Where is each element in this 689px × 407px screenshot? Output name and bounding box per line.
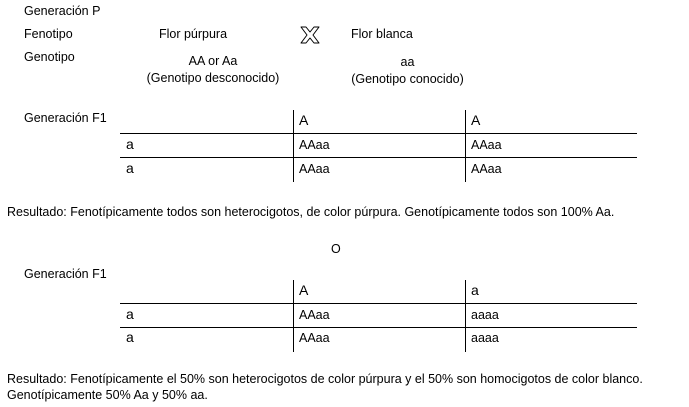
f1-case1-title: Generación F1	[24, 111, 107, 125]
col-header: A	[299, 282, 309, 298]
table-cell: aaaa	[471, 331, 499, 345]
genotipo-label: Genotipo	[24, 50, 75, 64]
row-header: a	[126, 329, 134, 345]
cross-x-icon	[298, 24, 322, 46]
table-divider	[293, 280, 294, 352]
parent1-genotype-note: (Genotipo desconocido)	[146, 71, 280, 85]
f1-case2-title: Generación F1	[24, 267, 107, 281]
f1-case1-result: Resultado: Fenotípicamente todos son heterocigotos, de color púrpura. Genotípicamente todos son 100% Aa.	[7, 205, 615, 219]
fenotipo-label: Fenotipo	[24, 27, 73, 41]
table-cell: AAaa	[299, 162, 330, 176]
table-cell: AAaa	[299, 308, 330, 322]
table-divider	[120, 327, 637, 328]
f1-case2-result-line2: Genotípicamente 50% Aa y 50% aa.	[7, 388, 208, 402]
col-header: A	[471, 112, 481, 128]
parent1-phenotype: Flor púrpura	[158, 27, 228, 41]
table-cell: AAaa	[471, 162, 502, 176]
table-divider	[293, 110, 294, 182]
table-cell: aaaa	[471, 308, 499, 322]
separator-text: O	[331, 242, 341, 256]
parent2-genotype: aa	[400, 55, 415, 69]
parent1-genotype: AA or Aa	[188, 54, 238, 68]
table-cell: AAaa	[299, 138, 330, 152]
parent2-phenotype: Flor blanca	[351, 27, 413, 41]
table-cell: AAaa	[299, 331, 330, 345]
table-divider	[120, 157, 637, 158]
col-header: a	[471, 282, 479, 298]
table-divider	[465, 110, 466, 182]
table-cell: AAaa	[471, 138, 502, 152]
f1-case2-result-line1: Resultado: Fenotípicamente el 50% son heterocigotos de color púrpura y el 50% son homocigotos de color blanco.	[7, 372, 643, 386]
col-header: A	[299, 112, 309, 128]
parent2-genotype-note: (Genotipo conocido)	[351, 72, 464, 86]
table-divider	[465, 280, 466, 352]
row-header: a	[126, 160, 134, 176]
row-header: a	[126, 306, 134, 322]
table-divider	[120, 133, 637, 134]
table-divider	[120, 303, 637, 304]
p-generation-title: Generación P	[24, 4, 101, 18]
row-header: a	[126, 136, 134, 152]
